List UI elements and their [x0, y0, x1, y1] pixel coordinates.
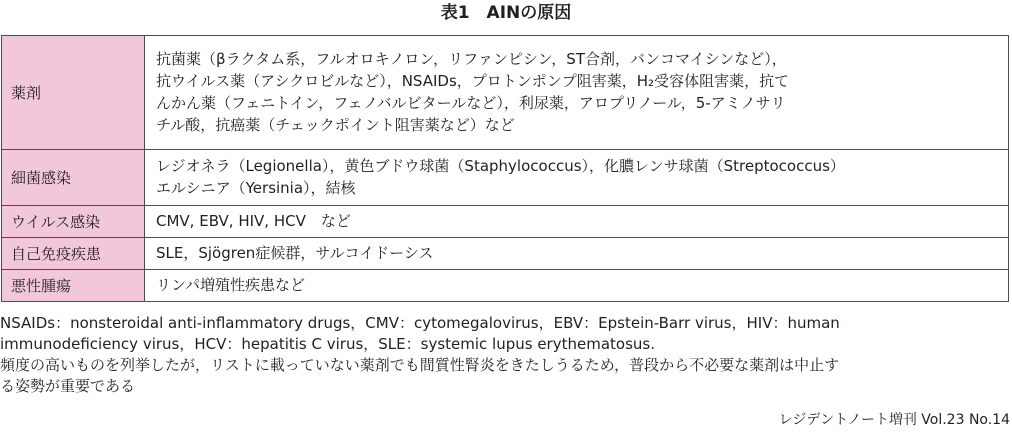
- table-row: [2, 206, 1009, 238]
- note-line: る姿勢が重要である: [0, 377, 136, 395]
- description-cell: [145, 36, 1009, 150]
- note-line: NSAIDs：nonsteroidal anti-inflammatory drugs，CMV：cytomegalovirus，EBV：Epstein-Barr virus，HIV：human: [0, 314, 840, 332]
- description-line: エルシニア（Yersinia），結核: [156, 179, 356, 197]
- description-cell: [145, 270, 1009, 302]
- table-row: [2, 150, 1009, 206]
- category-cell: 薬剤: [2, 36, 145, 150]
- category-cell: 自己免疫疾患: [2, 238, 145, 270]
- table-row: [2, 238, 1009, 270]
- table-row: [2, 270, 1009, 302]
- description-line: 抗ウイルス薬（アシクロビルなど），NSAIDs，プロトンポンプ阻害薬，H₂受容体阻害薬，抗て: [156, 72, 790, 90]
- description-line: レジオネラ（Legionella），黄色ブドウ球菌（Staphylococcus），化膿レンサ球菌（Streptococcus）: [156, 157, 845, 175]
- category-cell: ウイルス感染: [2, 206, 145, 238]
- description-line: CMV, EBV, HIV, HCV など: [156, 212, 351, 230]
- publication-footer: レジデントノート増刊 Vol.23 No.14: [778, 412, 1010, 428]
- category-cell: 悪性腫瘍: [2, 270, 145, 302]
- description-cell: [145, 238, 1009, 270]
- category-cell: 細菌感染: [2, 150, 145, 206]
- description-cell: [145, 206, 1009, 238]
- cause-table: [1, 35, 1009, 302]
- table-notes: [0, 313, 1012, 397]
- description-line: リンパ増殖性疾患など: [156, 276, 305, 294]
- description-line: チル酸，抗癌薬（チェックポイント阻害薬など）など: [156, 116, 515, 134]
- description-line: 抗菌薬（βラクタム系，フルオロキノロン，リファンピシン，ST合剤，バンコマイシンなど），: [156, 50, 787, 68]
- note-line: 頻度の高いものを列挙したが，リストに載っていない薬剤でも間質性腎炎をきたしうるため，普段から不必要な薬剤は中止す: [0, 356, 840, 374]
- description-cell: [145, 150, 1009, 206]
- table-row: [2, 36, 1009, 150]
- description-line: SLE，Sjögren症候群，サルコイドーシス: [156, 244, 434, 262]
- description-line: んかん薬（フェニトイン，フェノバルビタールなど），利尿薬，アロプリノール，5-アミノサリ: [156, 94, 786, 112]
- table-title: 表1 AINの原因: [440, 3, 572, 23]
- note-line: immunodeficiency virus，HCV：hepatitis C virus，SLE：systemic lupus erythematosus.: [0, 335, 655, 353]
